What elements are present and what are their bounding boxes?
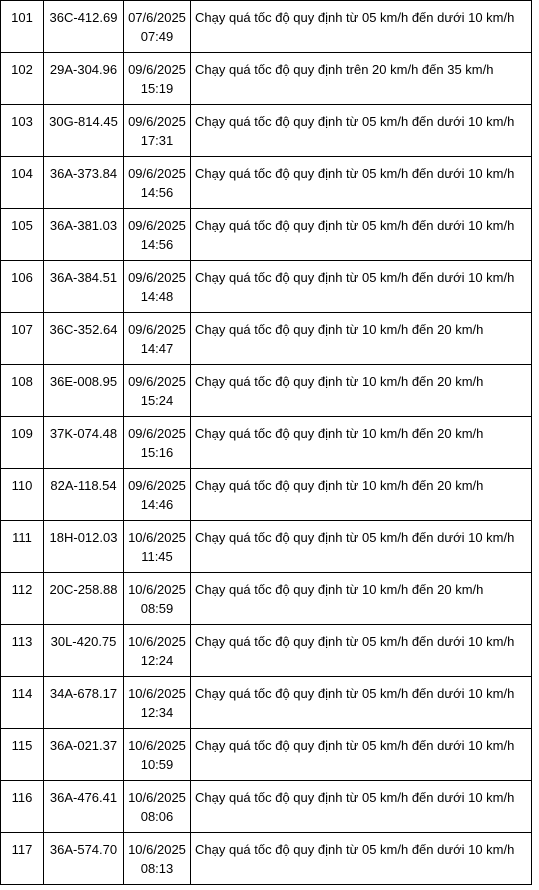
license-plate: 18H-012.03 <box>49 530 118 545</box>
violation-description: Chạy quá tốc độ quy định từ 05 km/h đến dưới 10 km/h <box>195 634 515 649</box>
license-plate: 20C-258.88 <box>49 582 118 597</box>
license-plate: 36C-412.69 <box>49 10 118 25</box>
violation-description-cell <box>191 833 532 885</box>
license-plate: 36A-476.41 <box>49 790 118 805</box>
row-number: 109 <box>11 426 33 441</box>
license-plate-cell <box>44 1 124 53</box>
violation-time: 12:24 <box>140 653 174 668</box>
violation-description: Chạy quá tốc độ quy định từ 05 km/h đến dưới 10 km/h <box>195 842 515 857</box>
row-number: 105 <box>11 218 33 233</box>
violation-time: 15:16 <box>140 445 174 460</box>
row-number: 110 <box>11 478 33 493</box>
violation-description-cell <box>191 209 532 261</box>
violation-datetime-cell <box>124 209 191 261</box>
violation-datetime-cell <box>124 53 191 105</box>
violation-description-cell <box>191 365 532 417</box>
violation-time: 11:45 <box>141 549 173 564</box>
violation-datetime-cell <box>124 469 191 521</box>
license-plate-cell <box>44 573 124 625</box>
violation-description-cell <box>191 417 532 469</box>
license-plate-cell <box>44 209 124 261</box>
table-row <box>1 157 532 209</box>
violation-datetime-cell <box>124 625 191 677</box>
violation-time: 14:48 <box>140 289 174 304</box>
license-plate: 34A-678.17 <box>49 686 118 701</box>
license-plate-cell <box>44 625 124 677</box>
violation-time: 17:31 <box>140 133 174 148</box>
violation-description: Chạy quá tốc độ quy định từ 10 km/h đến 20 km/h <box>195 478 484 493</box>
row-number: 114 <box>11 686 33 701</box>
violation-datetime-cell <box>124 365 191 417</box>
violation-datetime-cell <box>124 833 191 885</box>
violation-description: Chạy quá tốc độ quy định từ 05 km/h đến dưới 10 km/h <box>195 790 515 805</box>
violation-time: 08:06 <box>140 809 174 824</box>
violations-table-body <box>1 1 532 885</box>
license-plate-cell <box>44 833 124 885</box>
violation-date: 09/6/2025 <box>128 270 186 285</box>
violation-description: Chạy quá tốc độ quy định từ 05 km/h đến dưới 10 km/h <box>195 114 515 129</box>
violation-description: Chạy quá tốc độ quy định từ 05 km/h đến dưới 10 km/h <box>195 738 515 753</box>
row-number-cell <box>1 209 44 261</box>
row-number: 113 <box>11 634 33 649</box>
violation-date: 09/6/2025 <box>128 62 186 77</box>
table-row <box>1 677 532 729</box>
violation-time: 08:13 <box>140 861 174 876</box>
violation-datetime-cell <box>124 417 191 469</box>
table-row <box>1 1 532 53</box>
violation-datetime-cell <box>124 573 191 625</box>
row-number: 116 <box>11 790 33 805</box>
violation-date: 07/6/2025 <box>128 10 186 25</box>
license-plate-cell <box>44 365 124 417</box>
license-plate-cell <box>44 105 124 157</box>
row-number: 117 <box>11 842 33 857</box>
table-row <box>1 573 532 625</box>
violation-time: 14:47 <box>140 341 174 356</box>
violation-time: 12:34 <box>140 705 174 720</box>
violation-date: 09/6/2025 <box>128 322 186 337</box>
violation-date: 10/6/2025 <box>128 842 186 857</box>
license-plate: 29A-304.96 <box>49 62 118 77</box>
license-plate: 30L-420.75 <box>50 634 117 649</box>
license-plate-cell <box>44 469 124 521</box>
license-plate: 36A-373.84 <box>49 166 118 181</box>
violation-description: Chạy quá tốc độ quy định trên 20 km/h đến 35 km/h <box>195 62 494 77</box>
violation-description-cell <box>191 729 532 781</box>
violation-time: 08:59 <box>140 601 174 616</box>
violation-time: 15:19 <box>140 81 174 96</box>
violation-time: 14:56 <box>140 237 174 252</box>
violation-description-cell <box>191 781 532 833</box>
violation-date: 09/6/2025 <box>128 426 186 441</box>
violation-datetime-cell <box>124 157 191 209</box>
table-row <box>1 729 532 781</box>
license-plate: 36C-352.64 <box>49 322 118 337</box>
license-plate-cell <box>44 781 124 833</box>
row-number-cell <box>1 573 44 625</box>
license-plate-cell <box>44 677 124 729</box>
license-plate-cell <box>44 417 124 469</box>
violation-date: 10/6/2025 <box>128 686 186 701</box>
row-number-cell <box>1 677 44 729</box>
license-plate-cell <box>44 313 124 365</box>
row-number-cell <box>1 313 44 365</box>
violation-description-cell <box>191 677 532 729</box>
row-number-cell <box>1 729 44 781</box>
violation-description-cell <box>191 1 532 53</box>
row-number-cell <box>1 781 44 833</box>
row-number: 103 <box>11 114 33 129</box>
row-number: 108 <box>11 374 33 389</box>
table-row <box>1 105 532 157</box>
violation-datetime-cell <box>124 313 191 365</box>
row-number-cell <box>1 469 44 521</box>
violation-date: 10/6/2025 <box>128 634 186 649</box>
violation-description: Chạy quá tốc độ quy định từ 05 km/h đến dưới 10 km/h <box>195 270 515 285</box>
row-number: 104 <box>11 166 33 181</box>
row-number: 111 <box>12 530 32 545</box>
license-plate-cell <box>44 53 124 105</box>
row-number: 115 <box>11 738 33 753</box>
license-plate: 82A-118.54 <box>50 478 117 493</box>
violation-description: Chạy quá tốc độ quy định từ 05 km/h đến dưới 10 km/h <box>195 530 515 545</box>
license-plate: 36A-381.03 <box>49 218 118 233</box>
violation-date: 10/6/2025 <box>128 582 186 597</box>
table-row <box>1 625 532 677</box>
violation-datetime-cell <box>124 677 191 729</box>
table-row <box>1 209 532 261</box>
row-number: 102 <box>11 62 33 77</box>
violation-time: 07:49 <box>140 29 174 44</box>
violation-date: 09/6/2025 <box>128 218 186 233</box>
violation-description: Chạy quá tốc độ quy định từ 10 km/h đến 20 km/h <box>195 374 484 389</box>
violation-time: 15:24 <box>140 393 174 408</box>
violation-time: 10:59 <box>140 757 174 772</box>
table-row <box>1 521 532 573</box>
row-number: 101 <box>11 10 33 25</box>
violation-description: Chạy quá tốc độ quy định từ 10 km/h đến 20 km/h <box>195 582 484 597</box>
violation-description-cell <box>191 469 532 521</box>
violation-description: Chạy quá tốc độ quy định từ 10 km/h đến 20 km/h <box>195 426 484 441</box>
violation-description-cell <box>191 521 532 573</box>
license-plate-cell <box>44 521 124 573</box>
violation-datetime-cell <box>124 105 191 157</box>
license-plate-cell <box>44 157 124 209</box>
table-row <box>1 261 532 313</box>
violation-time: 14:56 <box>140 185 174 200</box>
violation-time: 14:46 <box>140 497 174 512</box>
license-plate: 30G-814.45 <box>49 114 118 129</box>
violation-description-cell <box>191 53 532 105</box>
violation-description: Chạy quá tốc độ quy định từ 05 km/h đến dưới 10 km/h <box>195 10 515 25</box>
license-plate: 36A-021.37 <box>49 738 118 753</box>
table-row <box>1 417 532 469</box>
violation-datetime-cell <box>124 261 191 313</box>
table-row <box>1 833 532 885</box>
violation-description-cell <box>191 625 532 677</box>
violation-description-cell <box>191 573 532 625</box>
row-number-cell <box>1 157 44 209</box>
violation-datetime-cell <box>124 729 191 781</box>
table-row <box>1 781 532 833</box>
violation-datetime-cell <box>124 781 191 833</box>
violation-description-cell <box>191 157 532 209</box>
violation-date: 09/6/2025 <box>128 478 186 493</box>
license-plate: 37K-074.48 <box>49 426 118 441</box>
violation-description-cell <box>191 313 532 365</box>
row-number: 107 <box>11 322 33 337</box>
table-row <box>1 53 532 105</box>
table-row <box>1 469 532 521</box>
violation-description: Chạy quá tốc độ quy định từ 10 km/h đến 20 km/h <box>195 322 484 337</box>
license-plate: 36A-574.70 <box>49 842 118 857</box>
row-number-cell <box>1 833 44 885</box>
table-row <box>1 313 532 365</box>
row-number: 106 <box>11 270 33 285</box>
violation-description: Chạy quá tốc độ quy định từ 05 km/h đến dưới 10 km/h <box>195 218 515 233</box>
violation-date: 10/6/2025 <box>128 530 186 545</box>
license-plate: 36E-008.95 <box>49 374 118 389</box>
row-number-cell <box>1 365 44 417</box>
violation-date: 09/6/2025 <box>128 374 186 389</box>
row-number-cell <box>1 1 44 53</box>
license-plate-cell <box>44 261 124 313</box>
violation-date: 10/6/2025 <box>128 738 186 753</box>
violation-date: 10/6/2025 <box>128 790 186 805</box>
row-number-cell <box>1 625 44 677</box>
violation-datetime-cell <box>124 1 191 53</box>
violation-datetime-cell <box>124 521 191 573</box>
row-number-cell <box>1 417 44 469</box>
row-number-cell <box>1 261 44 313</box>
violation-description-cell <box>191 105 532 157</box>
violation-description-cell <box>191 261 532 313</box>
row-number-cell <box>1 521 44 573</box>
row-number-cell <box>1 105 44 157</box>
license-plate: 36A-384.51 <box>49 270 118 285</box>
violation-description: Chạy quá tốc độ quy định từ 05 km/h đến dưới 10 km/h <box>195 686 515 701</box>
row-number: 112 <box>11 582 33 597</box>
violation-date: 09/6/2025 <box>128 166 186 181</box>
violation-date: 09/6/2025 <box>128 114 186 129</box>
row-number-cell <box>1 53 44 105</box>
license-plate-cell <box>44 729 124 781</box>
table-row <box>1 365 532 417</box>
violation-description: Chạy quá tốc độ quy định từ 05 km/h đến dưới 10 km/h <box>195 166 515 181</box>
